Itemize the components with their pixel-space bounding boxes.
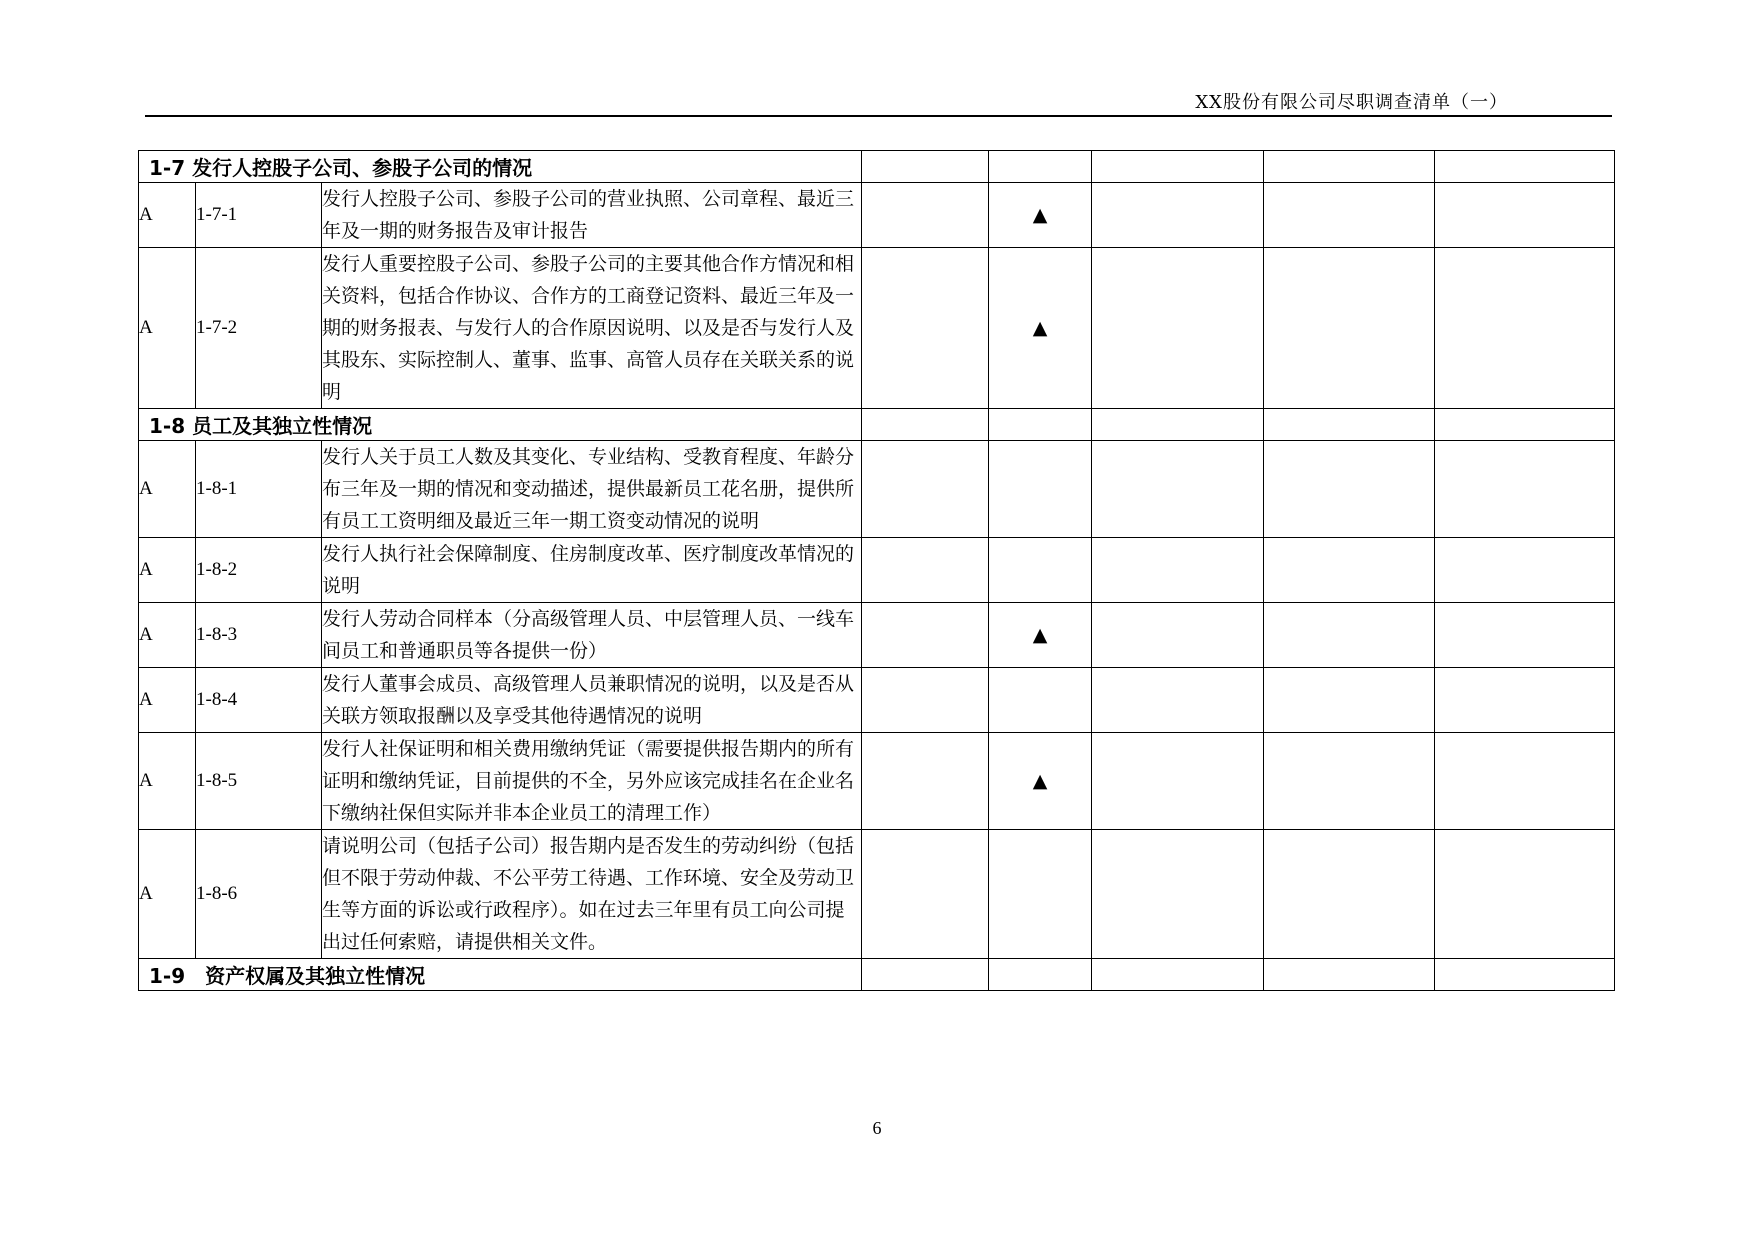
empty-cell [862,248,989,409]
empty-cell [1435,248,1615,409]
item-description: 发行人关于员工人数及其变化、专业结构、受教育程度、年龄分布三年及一期的情况和变动描述，提供最新员工花名册，提供所有员工工资明细及最近三年一期工资变动情况的说明 [322,441,862,538]
empty-cell [862,183,989,248]
item-level: A [139,603,196,668]
empty-cell [989,151,1092,183]
header-divider [145,115,1612,117]
marker-cell [989,538,1092,603]
section-header-row [139,151,1615,183]
section-title: 1-8 员工及其独立性情况 [139,409,862,441]
empty-cell [1435,668,1615,733]
item-level: A [139,441,196,538]
empty-cell [1092,409,1264,441]
empty-cell [1264,538,1435,603]
triangle-marker-icon: ▲ [1032,204,1048,226]
item-code: 1-8-6 [196,830,322,959]
marker-cell [989,248,1092,409]
empty-cell [1435,441,1615,538]
item-level: A [139,183,196,248]
empty-cell [1264,409,1435,441]
item-description: 发行人执行社会保障制度、住房制度改革、医疗制度改革情况的说明 [322,538,862,603]
item-level: A [139,668,196,733]
empty-cell [862,151,989,183]
empty-cell [1264,668,1435,733]
table-body [139,151,1615,991]
item-code: 1-7-1 [196,183,322,248]
triangle-marker-icon: ▲ [1032,770,1048,792]
section-header-row [139,959,1615,991]
empty-cell [1092,733,1264,830]
empty-cell [1435,733,1615,830]
empty-cell [1264,151,1435,183]
item-level: A [139,733,196,830]
item-code: 1-8-5 [196,733,322,830]
item-description: 发行人控股子公司、参股子公司的营业执照、公司章程、最近三年及一期的财务报告及审计报告 [322,183,862,248]
table-row [139,538,1615,603]
empty-cell [862,668,989,733]
table-row [139,183,1615,248]
empty-cell [1092,603,1264,668]
section-title: 1-7 发行人控股子公司、参股子公司的情况 [139,151,862,183]
triangle-marker-icon: ▲ [1032,317,1048,339]
section-header-row [139,409,1615,441]
marker-cell [989,830,1092,959]
empty-cell [1435,183,1615,248]
table-row [139,668,1615,733]
empty-cell [1092,830,1264,959]
empty-cell [1092,151,1264,183]
item-level: A [139,538,196,603]
empty-cell [1435,603,1615,668]
empty-cell [1264,830,1435,959]
marker-cell [989,668,1092,733]
item-level: A [139,248,196,409]
item-code: 1-8-3 [196,603,322,668]
empty-cell [1264,733,1435,830]
empty-cell [1264,248,1435,409]
empty-cell [1435,151,1615,183]
table-row [139,248,1615,409]
item-description: 发行人董事会成员、高级管理人员兼职情况的说明，以及是否从关联方领取报酬以及享受其他待遇情况的说明 [322,668,862,733]
empty-cell [862,538,989,603]
table-row [139,830,1615,959]
page-number: 6 [872,1118,882,1138]
empty-cell [1435,409,1615,441]
item-description: 发行人劳动合同样本（分高级管理人员、中层管理人员、一线车间员工和普通职员等各提供一份） [322,603,862,668]
empty-cell [1092,183,1264,248]
marker-cell [989,183,1092,248]
item-code: 1-7-2 [196,248,322,409]
empty-cell [1092,668,1264,733]
due-diligence-table [138,150,1615,991]
empty-cell [1092,538,1264,603]
empty-cell [1092,248,1264,409]
table-row [139,441,1615,538]
table-row [139,603,1615,668]
empty-cell [862,733,989,830]
empty-cell [989,959,1092,991]
item-description: 发行人社保证明和相关费用缴纳凭证（需要提供报告期内的所有证明和缴纳凭证，目前提供的不全，另外应该完成挂名在企业名下缴纳社保但实际并非本企业员工的清理工作） [322,733,862,830]
empty-cell [862,603,989,668]
item-code: 1-8-1 [196,441,322,538]
empty-cell [1092,441,1264,538]
document-header-title: XX股份有限公司尽职调查清单（一） [1195,92,1508,113]
empty-cell [1435,830,1615,959]
table-row [139,733,1615,830]
item-code: 1-8-4 [196,668,322,733]
empty-cell [862,959,989,991]
item-level: A [139,830,196,959]
empty-cell [862,409,989,441]
item-description: 发行人重要控股子公司、参股子公司的主要其他合作方情况和相关资料，包括合作协议、合作方的工商登记资料、最近三年及一期的财务报表、与发行人的合作原因说明、以及是否与发行人及其股东、实际控制人、董事、监事、高管人员存在关联关系的说明 [322,248,862,409]
marker-cell [989,733,1092,830]
empty-cell [1435,538,1615,603]
marker-cell [989,441,1092,538]
empty-cell [862,830,989,959]
empty-cell [1435,959,1615,991]
marker-cell [989,603,1092,668]
empty-cell [1264,603,1435,668]
empty-cell [1264,441,1435,538]
empty-cell [989,409,1092,441]
empty-cell [1092,959,1264,991]
empty-cell [1264,183,1435,248]
triangle-marker-icon: ▲ [1032,624,1048,646]
empty-cell [862,441,989,538]
item-description: 请说明公司（包括子公司）报告期内是否发生的劳动纠纷（包括但不限于劳动仲裁、不公平劳工待遇、工作环境、安全及劳动卫生等方面的诉讼或行政程序）。如在过去三年里有员工向公司提出过任何索赔，请提供相关文件。 [322,830,862,959]
empty-cell [1264,959,1435,991]
item-code: 1-8-2 [196,538,322,603]
section-title: 1-9 资产权属及其独立性情况 [139,959,862,991]
